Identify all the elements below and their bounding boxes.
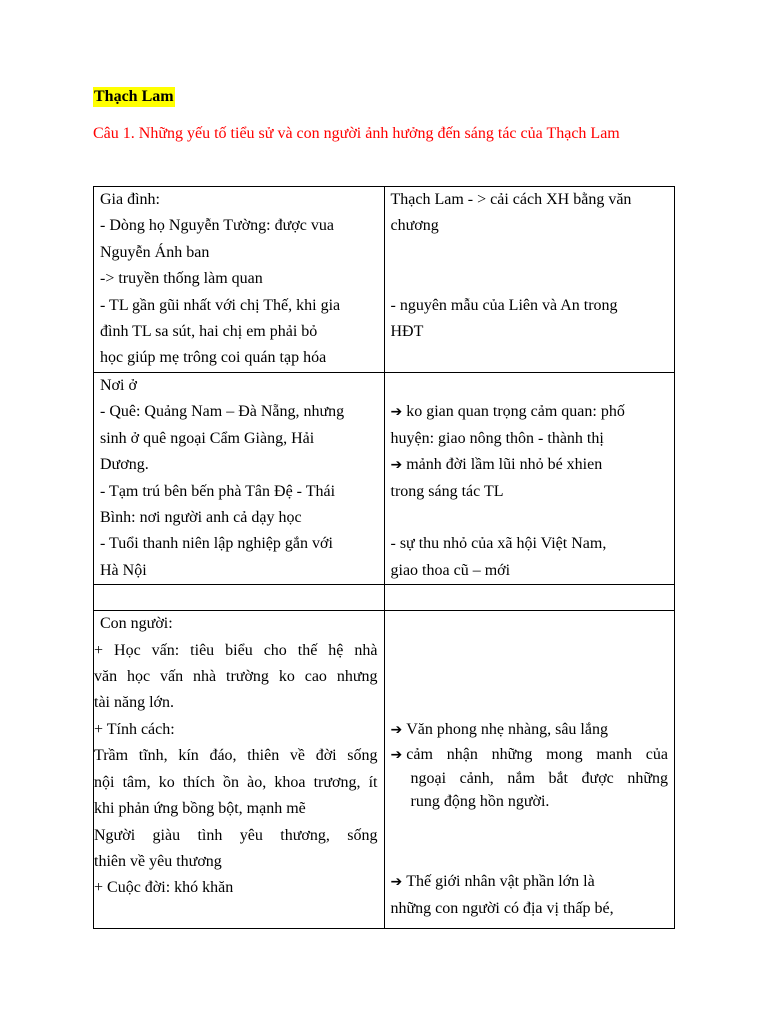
person-line: tài năng lớn.: [94, 694, 174, 712]
place-cell-left: [94, 373, 385, 585]
person-line: thiên về yêu thương: [94, 852, 222, 870]
place-note: - sự thu nhỏ của xã hội Việt Nam,: [390, 535, 607, 553]
place-line: - Quê: Quảng Nam – Đà Nẵng, nhưng: [100, 403, 345, 421]
family-line: học giúp mẹ trông coi quán tạp hóa: [100, 349, 327, 367]
spacer: [391, 813, 669, 869]
place-line: Dương.: [100, 456, 149, 474]
person-note: rung động hồn người.: [410, 793, 550, 811]
place-note: huyện: giao nông thôn - thành thị: [390, 429, 604, 447]
arrow-icon: ➔: [390, 404, 403, 421]
family-line: Nguyễn Ánh ban: [100, 243, 210, 261]
person-cell-left: [94, 611, 385, 929]
arrow-icon: ➔: [390, 721, 403, 738]
person-line: khi phản ứng bồng bột, mạnh mẽ: [94, 800, 306, 818]
table-row-person: [94, 611, 675, 929]
spacer: [391, 611, 669, 637]
spacer: [391, 240, 669, 266]
place-note: trong sáng tác TL: [390, 482, 504, 500]
spacer: [391, 505, 669, 531]
place-line: Hà Nội: [100, 561, 147, 579]
empty-cell-right: [384, 585, 675, 611]
person-line: nội tâm, ko thích ồn ào, khoa trương, ít: [94, 773, 378, 791]
spacer: [391, 266, 669, 292]
family-line: -> truyền thống làm quan: [100, 270, 263, 288]
family-line: đình TL sa sút, hai chị em phải bỏ: [100, 323, 318, 341]
person-line: + Tính cách:: [94, 720, 175, 738]
question-heading: Câu 1. Những yếu tố tiểu sử và con người ảnh hưởng đến sáng tác của Thạch Lam: [93, 125, 620, 142]
person-line: Người giàu tình yêu thương, sống: [94, 826, 378, 844]
spacer: [391, 664, 669, 690]
family-note: - nguyên mẫu của Liên và An trong: [390, 296, 618, 314]
table-row-empty: [94, 585, 675, 611]
place-line: - Tuổi thanh niên lập nghiệp gắn với: [100, 535, 333, 553]
place-line: Bình: nơi người anh cả dạy học: [100, 509, 302, 527]
family-note: Thạch Lam - > cải cách XH bằng văn: [390, 191, 632, 208]
family-cell-left: [94, 187, 385, 373]
arrow-icon: ➔: [390, 747, 403, 764]
spacer: [391, 373, 669, 399]
content-table: [93, 186, 675, 929]
place-cell-right: [384, 373, 675, 585]
person-note: những con người có địa vị thấp bé,: [390, 899, 614, 917]
place-line: - Tạm trú bên bến phà Tân Đệ - Thái: [100, 482, 336, 500]
table-row-family: [94, 187, 675, 373]
place-note: giao thoa cũ – mới: [390, 561, 511, 579]
person-cell-right: [384, 611, 675, 929]
person-line: + Học vấn: tiêu biểu cho thế hệ nhà: [94, 641, 378, 659]
person-heading: Con người:: [100, 615, 173, 633]
place-arrow-line: ➔ mảnh đời lầm lũi nhỏ bé xhien: [390, 456, 603, 474]
family-heading: Gia đình:: [100, 191, 160, 208]
place-arrow-line: ➔ ko gian quan trọng cảm quan: phố: [390, 403, 625, 421]
place-heading: Nơi ở: [100, 377, 137, 394]
arrow-icon: ➔: [390, 457, 403, 474]
arrow-icon: ➔: [390, 874, 403, 891]
table-row-place: [94, 373, 675, 585]
family-note: chương: [390, 217, 439, 235]
person-line: văn học vấn nhà trường ko cao nhưng: [94, 668, 378, 686]
family-note: HĐT: [390, 323, 424, 340]
place-line: sinh ở quê ngoại Cẩm Giàng, Hải: [100, 429, 315, 447]
person-arrow-line: ➔ cảm nhận những mong manh của: [390, 746, 668, 764]
spacer: [391, 690, 669, 716]
empty-cell-left: [94, 585, 385, 611]
person-arrow-line: ➔ Thế giới nhân vật phần lớn là: [390, 873, 595, 891]
family-line: - Dòng họ Nguyễn Tường: được vua: [100, 217, 334, 235]
person-note: ngoại cảnh, nắm bắt được những: [410, 770, 668, 788]
family-cell-right: [384, 187, 675, 373]
family-line: - TL gần gũi nhất với chị Thế, khi gia: [100, 296, 341, 314]
document-title: Thạch Lam: [94, 88, 174, 105]
person-arrow-line: ➔ Văn phong nhẹ nhàng, sâu lắng: [390, 720, 608, 738]
spacer: [391, 638, 669, 664]
person-line: Trầm tĩnh, kín đáo, thiên về đời sống: [94, 747, 378, 765]
person-line: + Cuộc đời: khó khăn: [94, 879, 234, 897]
